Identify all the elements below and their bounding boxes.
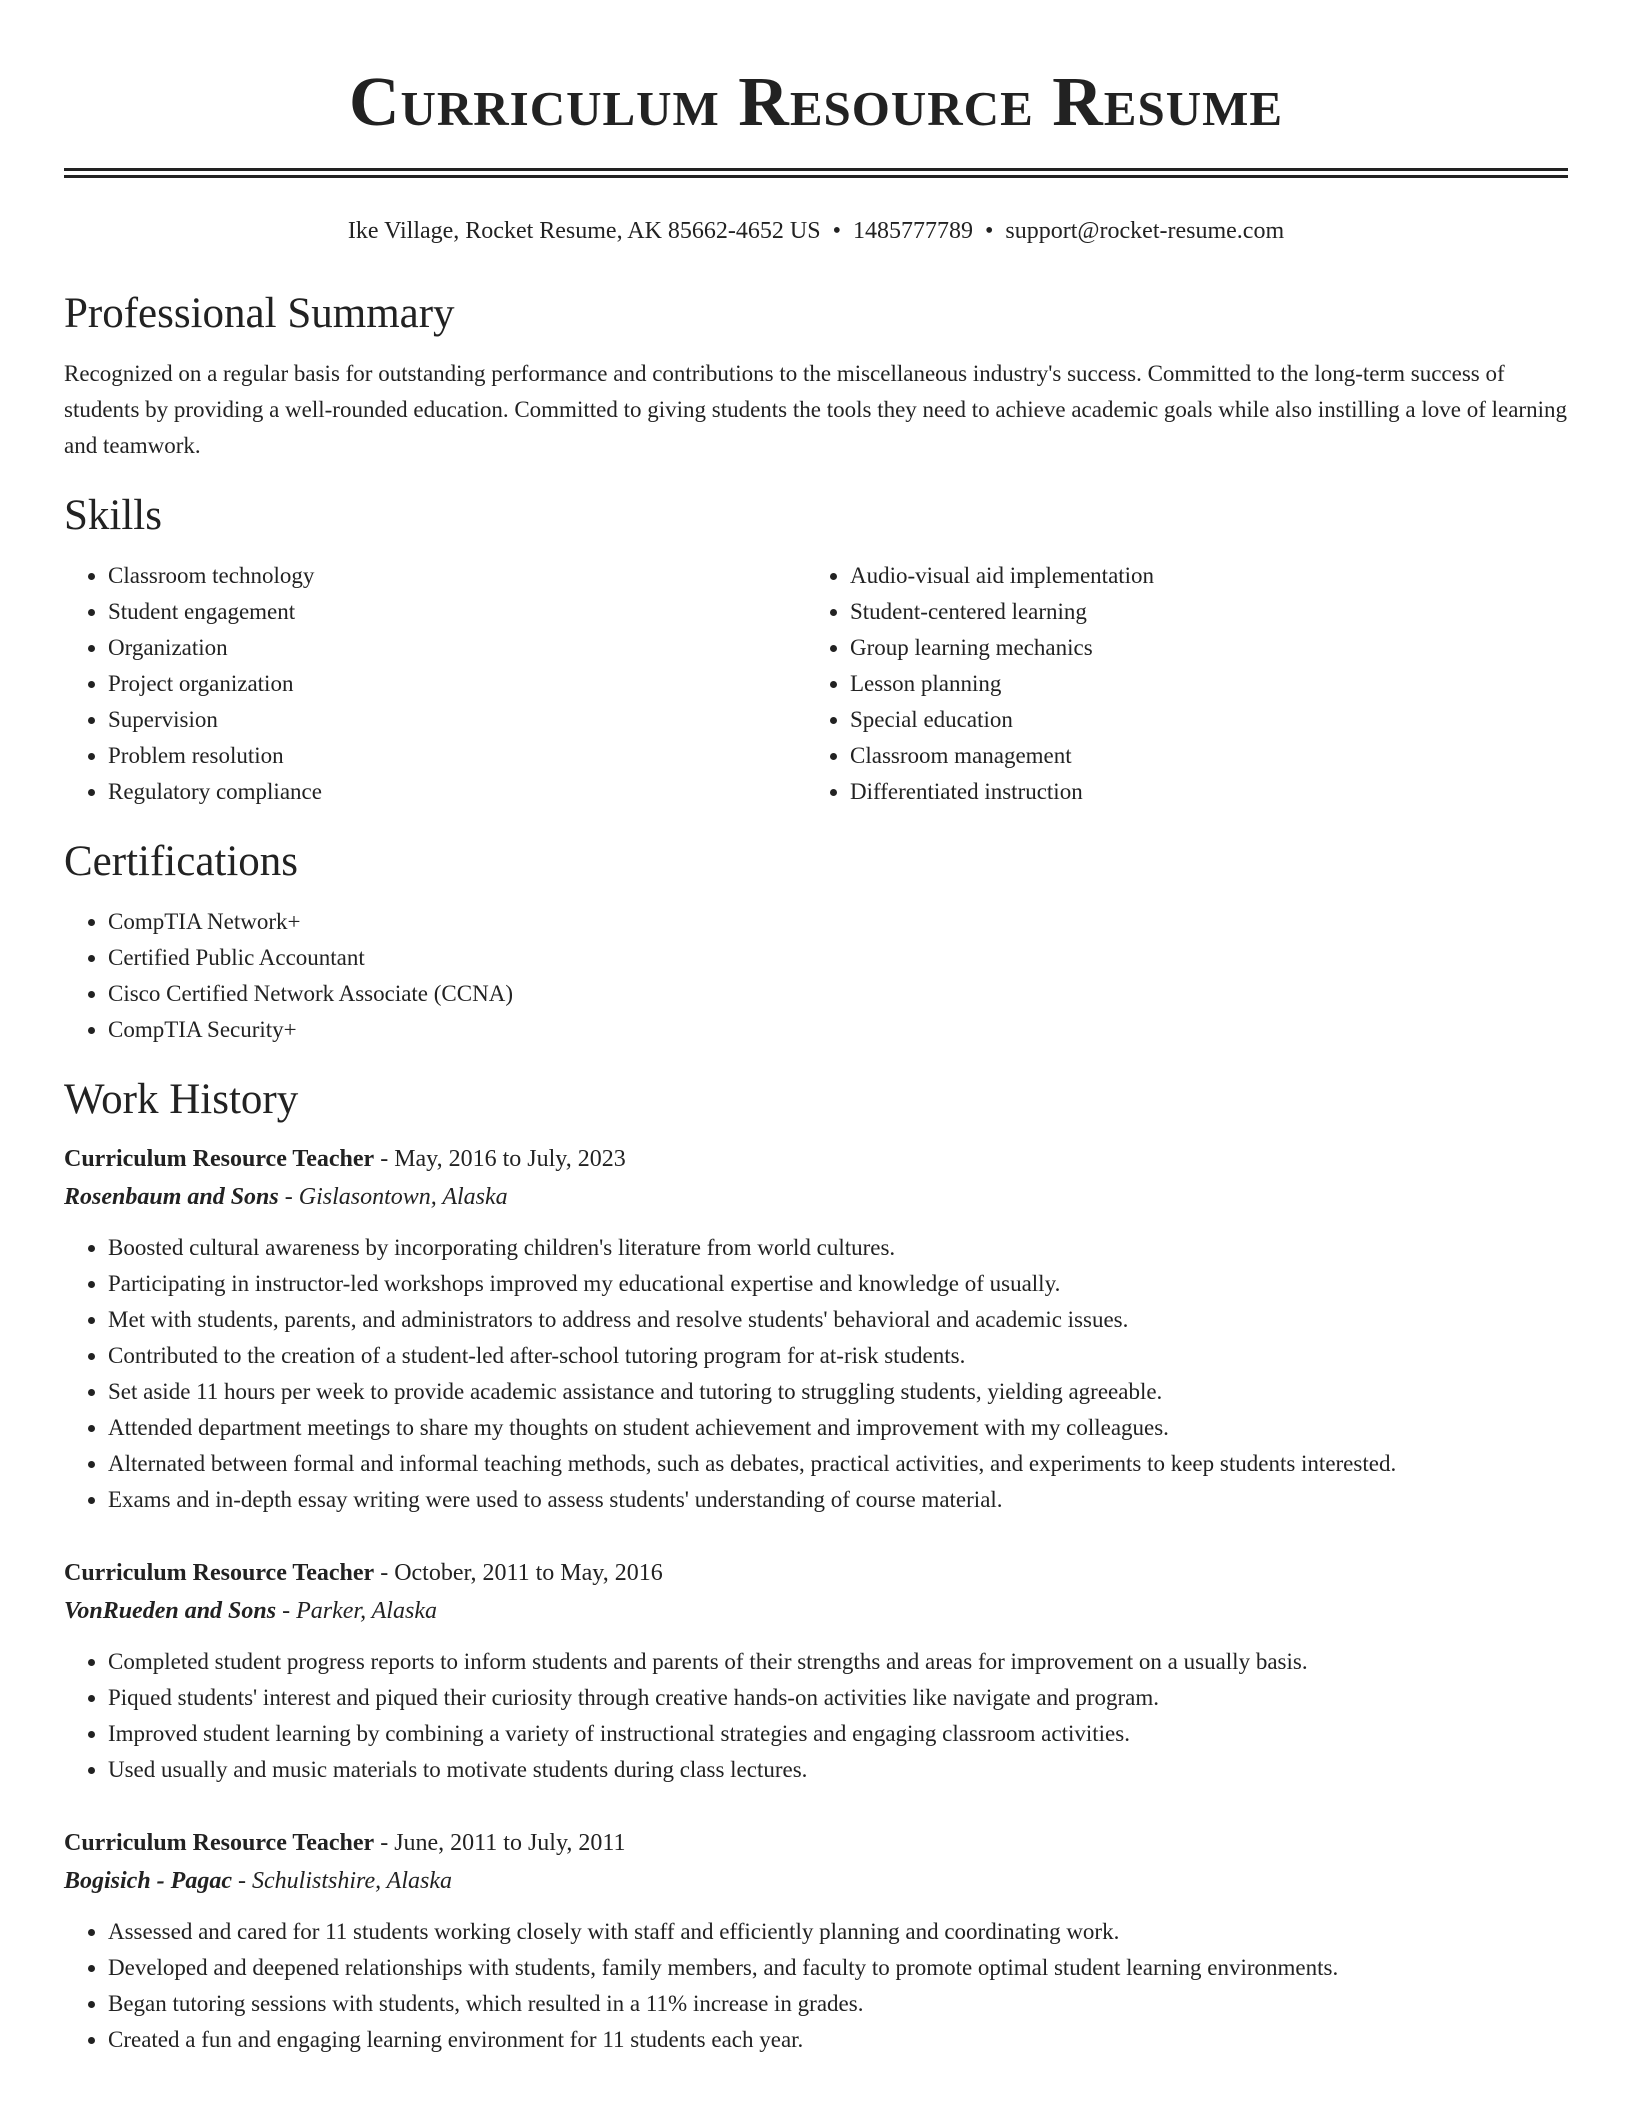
skill-item: • Student engagement bbox=[108, 594, 806, 630]
certification-item: • Cisco Certified Network Associate (CCNA) bbox=[108, 976, 1568, 1012]
skill-item: • Project organization bbox=[108, 666, 806, 702]
contact-separator: • bbox=[985, 218, 994, 244]
skill-item: • Classroom management bbox=[850, 738, 1548, 774]
summary-text: Recognized on a regular basis for outstanding performance and contributions to the miscellaneous industry's success. Committed to the long-term success of students by providing a well-rounded education. Committed to giving students the tools they need to achieve academic goals while also instilling a love of learning and teamwork. bbox=[64, 361, 1567, 458]
skill-item: • Problem resolution bbox=[108, 738, 806, 774]
skill-item: • Supervision bbox=[108, 702, 806, 738]
job-title: Curriculum Resource Teacher bbox=[64, 1146, 375, 1172]
job-company: VonRueden and Sons bbox=[64, 1598, 277, 1624]
job-bullet-list bbox=[64, 1914, 1568, 2058]
job-bullet: • Developed and deepened relationships with students, family members, and faculty to promote optimal student learning environments. bbox=[108, 1950, 1568, 1986]
skill-item: • Regulatory compliance bbox=[108, 774, 806, 810]
contact-separator: • bbox=[832, 218, 842, 244]
skills-section bbox=[64, 490, 1568, 810]
job-location: Schulistshire, Alaska bbox=[252, 1868, 452, 1894]
certifications-section bbox=[64, 836, 1568, 1048]
certification-item: • CompTIA Network+ bbox=[108, 904, 1568, 940]
job-entry bbox=[64, 1140, 1568, 1518]
skills-list-right bbox=[806, 558, 1548, 810]
job-bullet: • Boosted cultural awareness by incorporating children's literature from world cultures. bbox=[108, 1230, 1568, 1266]
job-bullet: • Began tutoring sessions with students, which resulted in a 11% increase in grades. bbox=[108, 1986, 1568, 2022]
resume-title: Curriculum Resource Resume bbox=[348, 64, 1284, 141]
contact-line bbox=[64, 214, 1568, 248]
job-bullet: • Met with students, parents, and administrators to address and resolve students' behavioral and academic issues. bbox=[108, 1302, 1568, 1338]
job-bullet: • Set aside 11 hours per week to provide academic assistance and tutoring to struggling students, yielding agreeable. bbox=[108, 1374, 1568, 1410]
skills-list-left bbox=[64, 558, 806, 810]
job-company-line: VonRueden and Sons - Parker, Alaska bbox=[64, 1598, 437, 1624]
skills-column-right bbox=[806, 558, 1548, 810]
job-bullet: • Exams and in-depth essay writing were used to assess students' understanding of course material. bbox=[108, 1482, 1568, 1518]
skill-item: • Organization bbox=[108, 630, 806, 666]
work-history-section bbox=[64, 1074, 1568, 2058]
job-bullet: • Assessed and cared for 11 students working closely with staff and efficiently planning and coordinating work. bbox=[108, 1914, 1568, 1950]
job-dates: May, 2016 to July, 2023 bbox=[394, 1146, 626, 1172]
job-bullet: • Participating in instructor-led workshops improved my educational expertise and knowledge of usually. bbox=[108, 1266, 1568, 1302]
work-history-heading: Work History bbox=[64, 1076, 299, 1123]
skill-item: • Lesson planning bbox=[850, 666, 1548, 702]
job-title-line: Curriculum Resource Teacher - May, 2016 to July, 2023 bbox=[64, 1146, 626, 1172]
job-bullet: • Completed student progress reports to inform students and parents of their strengths and areas for improvement on a usually basis. bbox=[108, 1644, 1568, 1680]
job-entry bbox=[64, 1824, 1568, 2058]
skill-item: • Special education bbox=[850, 702, 1548, 738]
skill-item: • Classroom technology bbox=[108, 558, 806, 594]
job-bullet-list bbox=[64, 1644, 1568, 1788]
skills-grid bbox=[64, 558, 1568, 810]
summary-section bbox=[64, 288, 1568, 464]
title-divider bbox=[64, 168, 1568, 178]
job-dates: October, 2011 to May, 2016 bbox=[394, 1560, 663, 1586]
job-title: Curriculum Resource Teacher bbox=[64, 1560, 375, 1586]
job-company-line: Bogisich - Pagac - Schulistshire, Alaska bbox=[64, 1868, 452, 1894]
contact-phone: 1485777789 bbox=[853, 218, 974, 244]
job-company-line: Rosenbaum and Sons - Gislasontown, Alaska bbox=[64, 1184, 508, 1210]
job-bullet: • Created a fun and engaging learning environment for 11 students each year. bbox=[108, 2022, 1568, 2058]
skill-item: • Group learning mechanics bbox=[850, 630, 1548, 666]
job-bullet: • Piqued students' interest and piqued their curiosity through creative hands-on activities like navigate and program. bbox=[108, 1680, 1568, 1716]
job-title-line: Curriculum Resource Teacher - October, 2011 to May, 2016 bbox=[64, 1560, 663, 1586]
job-bullet: • Attended department meetings to share my thoughts on student achievement and improvement with my colleagues. bbox=[108, 1410, 1568, 1446]
certifications-heading: Certifications bbox=[64, 838, 299, 885]
job-bullet: • Used usually and music materials to motivate students during class lectures. bbox=[108, 1752, 1568, 1788]
job-title-line: Curriculum Resource Teacher - June, 2011 to July, 2011 bbox=[64, 1830, 626, 1856]
skill-item: • Student-centered learning bbox=[850, 594, 1548, 630]
summary-heading: Professional Summary bbox=[64, 290, 455, 337]
job-company: Bogisich - Pagac bbox=[64, 1868, 232, 1894]
skills-column-left bbox=[64, 558, 806, 810]
job-entry bbox=[64, 1554, 1568, 1788]
job-dates: June, 2011 to July, 2011 bbox=[394, 1830, 626, 1856]
job-bullet: • Contributed to the creation of a student-led after-school tutoring program for at-risk students. bbox=[108, 1338, 1568, 1374]
job-bullet: • Alternated between formal and informal teaching methods, such as debates, practical activities, and experiments to keep students interested. bbox=[108, 1446, 1568, 1482]
skill-item: • Differentiated instruction bbox=[850, 774, 1548, 810]
skills-heading: Skills bbox=[64, 492, 162, 539]
certification-item: • Certified Public Accountant bbox=[108, 940, 1568, 976]
job-title: Curriculum Resource Teacher bbox=[64, 1830, 375, 1856]
contact-address: Ike Village, Rocket Resume, AK 85662-4652 US bbox=[347, 218, 821, 244]
job-bullet-list bbox=[64, 1230, 1568, 1518]
certifications-list bbox=[64, 904, 1568, 1048]
contact-email: support@rocket-resume.com bbox=[1005, 218, 1285, 244]
job-location: Parker, Alaska bbox=[296, 1598, 437, 1624]
job-location: Gislasontown, Alaska bbox=[298, 1184, 508, 1210]
job-bullet: • Improved student learning by combining a variety of instructional strategies and engaging classroom activities. bbox=[108, 1716, 1568, 1752]
skill-item: • Audio-visual aid implementation bbox=[850, 558, 1548, 594]
job-company: Rosenbaum and Sons bbox=[64, 1184, 279, 1210]
certification-item: • CompTIA Security+ bbox=[108, 1012, 1568, 1048]
